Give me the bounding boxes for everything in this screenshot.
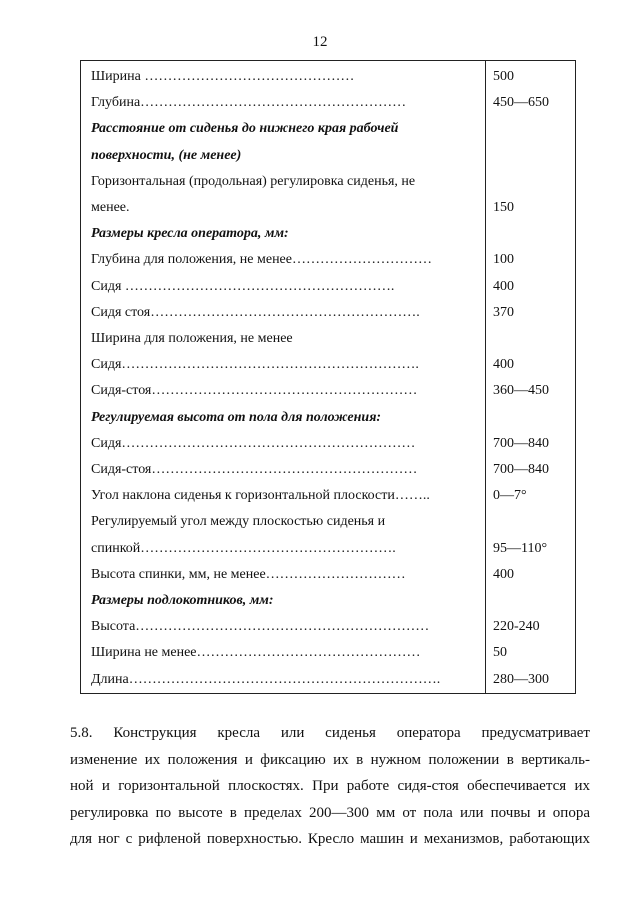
row-value: 450—650	[493, 95, 549, 111]
table-row	[81, 64, 575, 90]
row-value: 220-240	[493, 619, 540, 635]
row-value: 400	[493, 278, 514, 294]
row-label: Сидя стоя………………………………………………….	[91, 304, 420, 320]
row-label: Сидя……………………………………………………….	[91, 357, 419, 373]
table-row	[81, 326, 575, 352]
row-value: 700—840	[493, 462, 549, 477]
row-value: 0—7°	[493, 488, 527, 504]
row-value: 95—110°	[493, 540, 548, 556]
paragraph-line: для ног с рифленой поверхностью. Кресло машин и механизмов, работающих	[70, 831, 590, 847]
row-label: Размеры подлокотников, мм:	[91, 593, 274, 608]
row-value: 400	[493, 357, 514, 373]
table-heading-row	[81, 116, 575, 142]
table-row	[81, 536, 575, 562]
paragraph-line: изменение их положения и фиксацию их в нужном положении в вертикаль-	[70, 751, 590, 768]
table-heading-row	[81, 405, 575, 431]
row-label: спинкой……………………………………………….	[91, 540, 396, 556]
row-label: Ширина не менее…………………………………………	[91, 645, 421, 661]
row-label: поверхности, (не менее)	[91, 147, 242, 163]
row-label: Глубина для положения, не менее…………………………	[91, 252, 432, 268]
row-label: Сидя………………………………………………………	[91, 435, 416, 451]
table-row	[81, 562, 575, 588]
row-value: 700—840	[493, 435, 549, 451]
row-label: Длина………………………………………………………….	[91, 671, 441, 687]
table-row	[81, 457, 575, 483]
row-value: 50	[493, 645, 507, 661]
row-label: Ширина для положения, не менее	[91, 331, 293, 346]
table-row	[81, 483, 575, 509]
row-label: Сидя-стоя…………………………………………………	[91, 462, 418, 477]
table-heading-row	[81, 221, 575, 247]
paragraph-line: ной и горизонтальной плоскостях. При работе сидя-стоя обеспечивается их	[70, 778, 590, 794]
row-value: 400	[493, 566, 514, 582]
table-row	[81, 352, 575, 378]
row-label: менее.	[91, 200, 130, 215]
row-value: 280—300	[493, 671, 549, 687]
row-label: Регулируемый угол между плоскостью сиденья и	[91, 514, 386, 530]
table-heading-row	[81, 143, 575, 169]
table-row	[81, 431, 575, 457]
row-label: Регулируемая высота от пола для положения:	[91, 409, 382, 425]
table-row	[81, 90, 575, 116]
spec-table	[80, 60, 576, 694]
row-label: Сидя ………………………………………………….	[91, 278, 395, 294]
table-row	[81, 378, 575, 404]
row-label: Угол наклона сиденья к горизонтальной плоскости……..	[91, 488, 430, 504]
row-value: 370	[493, 304, 514, 320]
table-heading-row	[81, 588, 575, 614]
row-value: 360—450	[493, 383, 549, 399]
row-label: Ширина ………………………………………	[91, 69, 355, 84]
table-row	[81, 614, 575, 640]
row-value: 150	[493, 200, 514, 215]
table-row	[81, 509, 575, 535]
row-label: Горизонтальная (продольная) регулировка сиденья, не	[91, 173, 416, 189]
table-row	[81, 640, 575, 666]
table-row	[81, 300, 575, 326]
row-label: Размеры кресла оператора, мм:	[91, 226, 289, 242]
table-row	[81, 195, 575, 221]
row-label: Высота спинки, мм, не менее…………………………	[91, 566, 406, 582]
row-value: 100	[493, 252, 514, 268]
row-label: Расстояние от сиденья до нижнего края рабочей	[91, 121, 399, 137]
section-5-8-paragraph	[70, 720, 590, 853]
row-label: Глубина…………………………………………………	[91, 95, 407, 111]
paragraph-line: 5.8. Конструкция кресла или сиденья оператора предусматривает	[70, 725, 590, 741]
paragraph-line: регулировка по высоте в пределах 200—300 мм от пола или почвы и опора	[70, 804, 590, 821]
table-row	[81, 169, 575, 195]
row-value: 500	[493, 69, 514, 84]
table-row	[81, 667, 575, 693]
row-label: Высота………………………………………………………	[91, 619, 430, 635]
table-row	[81, 247, 575, 273]
row-label: Сидя-стоя…………………………………………………	[91, 383, 418, 399]
page-number: 12	[312, 34, 328, 50]
table-row	[81, 274, 575, 300]
